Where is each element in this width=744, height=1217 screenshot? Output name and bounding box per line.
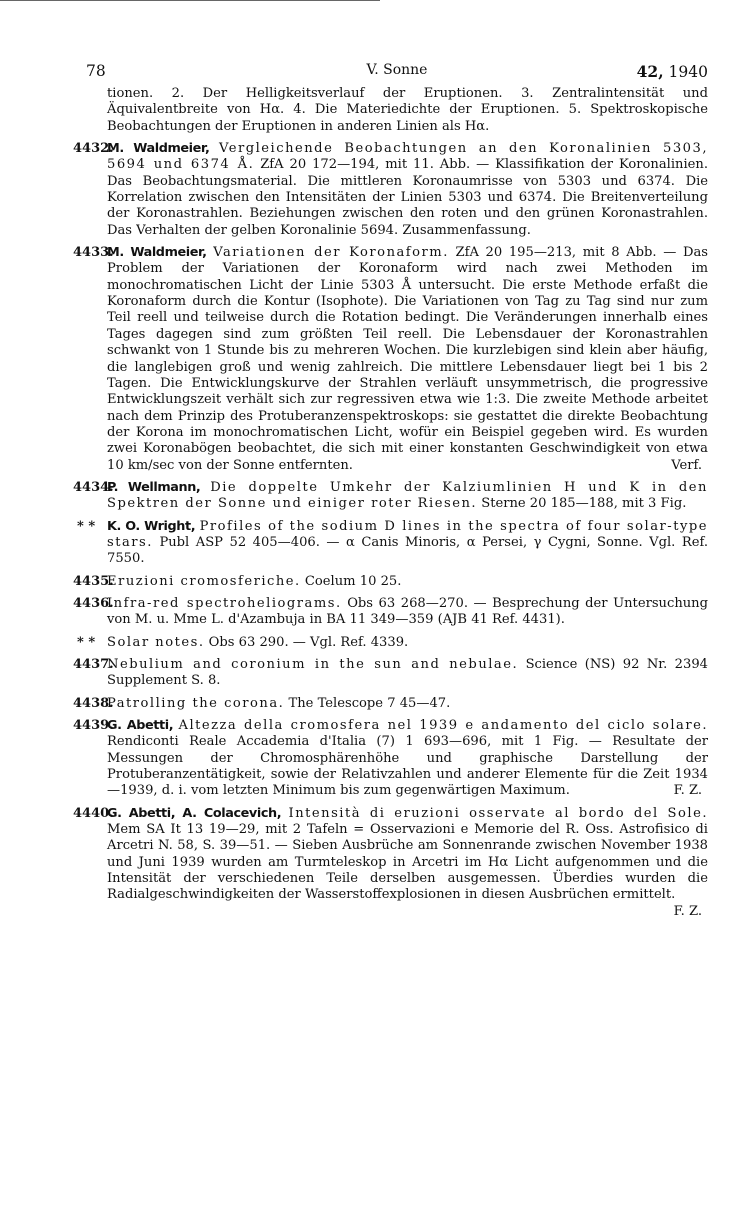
entry-author: P. Wellmann, (107, 479, 201, 495)
volume-number: 42, (636, 62, 664, 81)
bibliography-entry (73, 657, 708, 690)
entry-author: G. Abetti, (107, 718, 174, 734)
entry-body: Sterne 20 185—188, mit 3 Fig. (481, 496, 687, 512)
running-title: V. Sonne (366, 62, 428, 78)
entry-title: Solar notes. (107, 634, 205, 650)
entry-number: * * (77, 518, 96, 534)
bibliography-entry (77, 518, 708, 568)
entry-list (73, 141, 709, 919)
entry-signature: Verf. (671, 457, 702, 473)
volume-year (637, 62, 708, 81)
entry-title: Nebulium and coronium in the sun and nebulae. (107, 657, 519, 672)
entry-body: ZfA 20 195—213, mit 8 Abb. — Das Problem der Variationen der Koronaform wird nach zwei Methoden im monochromatischen Licht der Linie 5303 Å untersucht. Die erste Methode erfaßt die Koronaform durch die Kontur (Isophote). Die Variationen von Tag zu Tag sind nur zum Teil reell und teilweise durch die Rotation bedingt. Die Veränderungen innerhalb eines Tages dagegen sind zum größten Teil reell. Die Lebensdauer der Koronastrahlen schwankt von 1 Stunde bis zu mehreren Wochen. Die kurzlebigen sind klein aber häufig, die langlebigen groß und wenig zahlreich. Die mittlere Lebensdauer liegt bei 1 bis 2 Tagen. Die Entwicklungskurve der Strahlen verläuft unsymmetrisch, die progressive Entwicklungszeit verhält sich zur regressiven etwa wie 1:3. Die zweite Methode arbeitet nach dem Prinzip des Protuberanzenspektroskops: sie gestattet die direkte Beobachtung der Korona im monochromatischen Licht, wofür ein Beispiel gegeben wird. Es wurden zwei Koronabögen beobachtet, die sich mit einer konstanten Geschwindigkeit von etwa 10 km/sec von der Sonne entfernten. (107, 245, 708, 473)
entry-number: 4438. (73, 695, 114, 711)
entry-title: Variationen der Koronaform. (213, 245, 449, 261)
entry-author: M. Waldmeier, (107, 141, 210, 157)
bibliography-entry (73, 718, 708, 800)
entry-title: Infra-red spectroheliograms. (107, 595, 342, 611)
entry-body: Publ ASP 52 405—406. — α Canis Minoris, α Persei, γ Cygni, Sonne. Vgl. Ref. 7550. (107, 534, 708, 567)
bibliography-entry (77, 634, 708, 651)
entry-title: Altezza della cromosfera nel 1939 e andamento del ciclo solare. (178, 718, 708, 734)
entry-author: K. O. Wright, (107, 518, 196, 534)
entry-number: * * (77, 634, 96, 650)
entry-author: M. Waldmeier, (107, 245, 207, 261)
entry-title: Patrolling the corona. (107, 695, 285, 711)
entry-title: Vergleichende Beobachtungen an den Koronalinien 5303, 5694 und 6374 Å. (107, 141, 709, 173)
entry-body: Obs 63 268—270. — Besprechung der Untersuchung von M. u. Mme L. d'Azambuja in BA 11 349—359 (AJB 41 Ref. 4431). (107, 595, 708, 628)
page-header (86, 58, 708, 86)
entry-body: Coelum 10 25. (304, 573, 402, 589)
entry-body: Science (NS) 92 Nr. 2394 Supplement S. 8. (107, 657, 708, 689)
entry-body: ZfA 20 172—194, mit 11. Abb. — Klassifikation der Koronalinien. Das Beobachtungsmaterial. Die mittleren Koronaumrisse von 5303 und 6374. Die Korrelation zwischen den Intensitäten der Linien 5303 und 6374. Die Breitenverteilung der Koronastrahlen. Beziehungen zwischen den roten und den grünen Koronastrahlen. Das Verhalten der gelben Koronalinie 5694. Zusammenfassung. (107, 157, 708, 238)
bibliography-entry (73, 479, 708, 513)
entry-title: Intensità di eruzioni osservate al bordo del Sole. (288, 805, 709, 821)
entry-number: 4440. (73, 805, 114, 821)
entry-signature: F. Z. (673, 783, 702, 799)
entry-number: 4434. (73, 479, 114, 495)
entry-title: Die doppelte Umkehr der Kalziumlinien H und K in den Spektren der Sonne und einiger roter Riesen. (107, 479, 708, 512)
continuation-paragraph (86, 86, 708, 135)
entry-author: G. Abetti, A. Colacevich, (107, 805, 282, 821)
entry-body: Mem SA It 13 19—29, mit 2 Tafeln = Osservazioni e Memorie del R. Oss. Astrofisico di Arcetri N. 58, S. 39—51. — Sieben Ausbrüche am Sonnenrande zwischen November 1938 und Juni 1939 wurden am Turmteleskop in Arcetri im Hα Licht aufgenommen und die Intensität der verschiedenen Teile derselben ausgemessen. Überdies wurden die Radialgeschwindigkeiten der Wasserstoffexplosionen in diesen Ausbrüchen ermittelt. (107, 822, 708, 903)
journal-page (73, 58, 709, 920)
bibliography-entry (73, 805, 709, 919)
entry-body: The Telescope 7 45—47. (288, 695, 451, 711)
continuation-text: tionen. 2. Der Helligkeitsverlauf der Eruptionen. 3. Zentralintensität und Äquivalentbreite von Hα. 4. Die Materiedichte der Eruptionen. 5. Spektroskopische Beobachtungen der Eruptionen in anderen Linien als Hα. (107, 86, 708, 134)
page-number: 78 (86, 62, 106, 80)
bibliography-entry (73, 245, 708, 474)
bibliography-entry (73, 695, 708, 712)
year: 1940 (668, 63, 708, 81)
entry-number: 4433. (73, 245, 114, 261)
top-rule (0, 0, 380, 1)
entry-number: 4437. (73, 657, 114, 672)
bibliography-entry (73, 573, 708, 590)
entry-title: Eruzioni cromosferiche. (107, 573, 301, 589)
entry-signature: F. Z. (673, 903, 702, 919)
entry-number: 4436. (73, 595, 114, 611)
entry-body: Obs 63 290. — Vgl. Ref. 4339. (208, 634, 409, 650)
entry-body: Rendiconti Reale Accademia d'Italia (7) 1 693—696, mit 1 Fig. — Resultate der Messungen der Chromosphärenhöhe und graphische Darstellung der Protuberanzentätigkeit, sowie der Relativzahlen und anderer Elemente für die Zeit 1934—1939, d. i. vom letzten Minimum bis zum gegenwärtigen Maximum. (107, 734, 708, 799)
bibliography-entry (73, 595, 708, 629)
entry-number: 4439. (73, 718, 114, 734)
entry-number: 4432. (73, 141, 114, 157)
entry-number: 4435. (73, 573, 114, 589)
bibliography-entry (73, 141, 709, 239)
entry-title: Profiles of the sodium D lines in the spectra of four solar-type stars. (107, 518, 708, 550)
